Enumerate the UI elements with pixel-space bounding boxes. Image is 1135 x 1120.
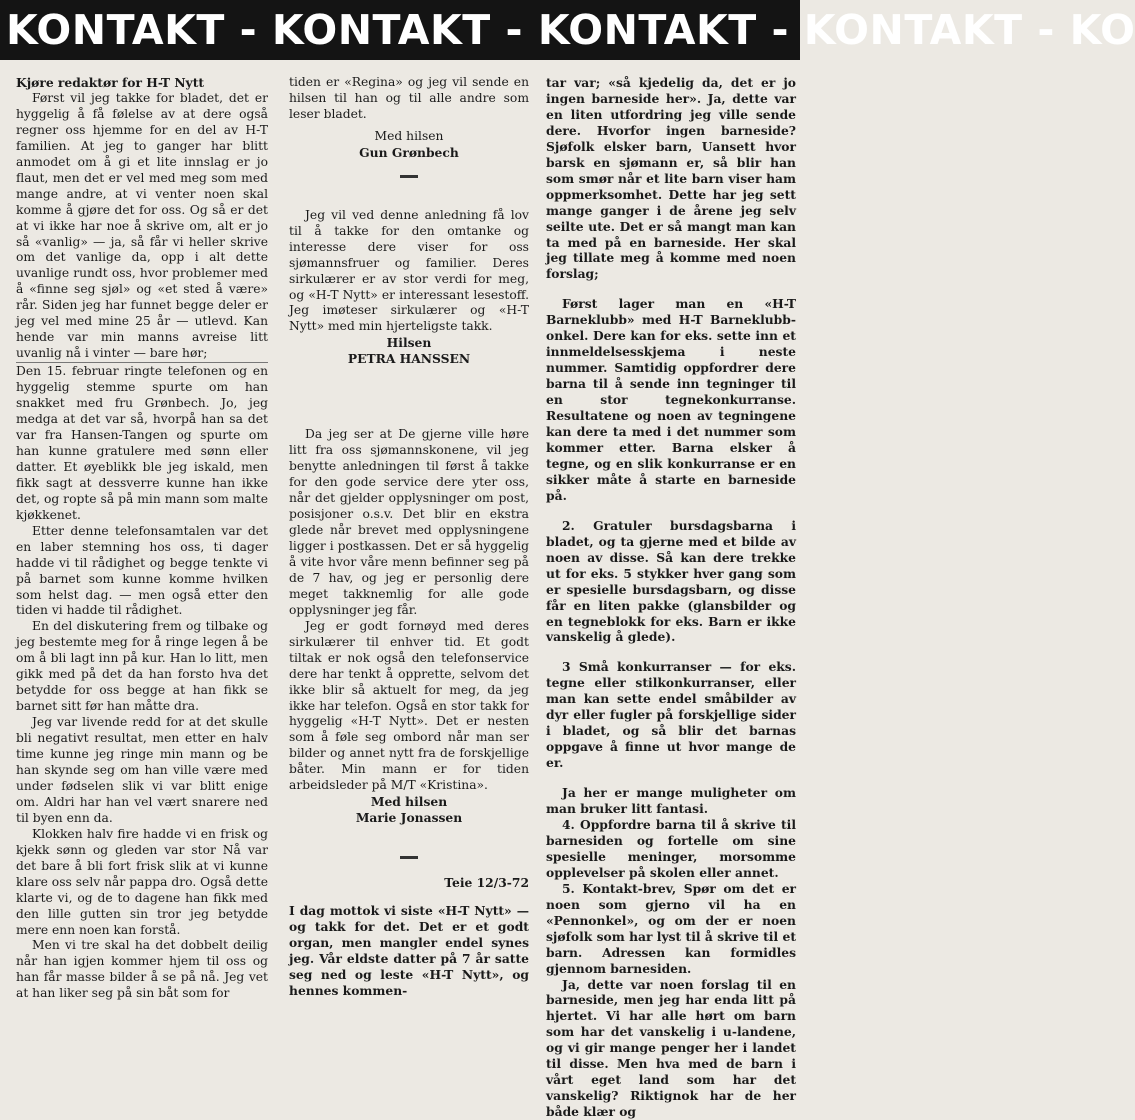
greeting: Hilsen (386, 335, 432, 351)
paragraph: En del diskutering frem og tilbake og jeg bestemte meg for å ringe legen å be om å bli lagt inn på kur. Han lo litt, men gikk med på det da han forsto hva det betydde for oss begge at han fikk se barnet sitt før han måtte dra. (16, 619, 268, 714)
paragraph: Først lager man en «H-T Barneklubb» med H-T Barneklubb-onkel. Dere kan for eks. sette inn et innmeldelsesskjema i neste nummer. Samtidig oppfordrer dere barna til å sende inn tegninger til en stor tegnekonkurranse. Resultatene og noen av tegningene kan dere ta med i det nummer som kommer etter. Barna elsker å tegne, og en slik konkurranse er en sikker måte å starte en barneside på. (546, 296, 796, 503)
paragraph: Ja her er mange muligheter om man bruker litt fantasi. (546, 785, 796, 817)
spacer (289, 891, 529, 903)
paragraph: Først vil jeg takke for bladet, det er hyggelig å få følelse av at dere også regner oss hjemme for en del av H-T familien. At jeg to ganger har blitt anmodet om å gi et lite innslag er jo flaut, men det er vel med meg som med mange andre, at vi venter noen skal komme å gjøre det for oss. Og så er det at vi ikke har noe å skrive om, alt er jo så «vanlig» — ja, så får vi heller skrive om det vanlige da, opp i alt dette uvanlige rundt oss, hvor problemer med å «finne seg sjøl» og «et sted å være» rår. Siden jeg har funnet begge deler er jeg vel med mine 25 år — utlevd. Kan hende var min manns avreise litt uvanlig nå i vinter — bare hør; (16, 90, 268, 361)
column-3 (546, 75, 796, 1120)
paragraph: tiden er «Regina» og jeg vil sende en hilsen til han og til alle andre som leser bladet. (289, 75, 529, 121)
section-divider (400, 175, 418, 178)
place-date: Teie 12/3-72 (444, 875, 529, 891)
paragraph: Klokken halv fire hadde vi en frisk og kjekk sønn og gleden var stor Nå var det bare å bli fort frisk slik at vi kunne klare oss selv når pappa dro. Også dette klarte vi, og de to dagene han fikk med den lille gutten sin tror jeg betydde mere enn noen kan forstå. (16, 826, 268, 937)
salutation: Kjøre redaktør for H-T Nytt (16, 75, 205, 90)
spacer (289, 367, 529, 397)
paragraph: 2. Gratuler bursdagsbarna i bladet, og ta gjerne med et bilde av noen av disse. Så kan dere trekke ut for eks. 5 stykker hver gang som er spesielle bursdagsbarn, og disse får en liten pakke (glansbilder og en tegneblokk for eks. Barn er ikke vanskelig å glede). (546, 517, 796, 645)
paragraph: 5. Kontakt-brev, Spør om det er noen som gjerno vil ha en «Pennonkel», og om der er noen sjøfolk som har lyst til å skrive til et barn. Adressen kan formidles gjennom barnesiden. (546, 880, 796, 976)
spacer (289, 397, 529, 427)
spacer (546, 504, 796, 518)
paragraph: Men vi tre skal ha det dobbelt deilig når han igjen kommer hjem til oss og han får masse bilder å se på nå. Jeg vet at han liker seg på sin båt som for (16, 938, 268, 1001)
paragraph: Den 15. februar ringte telefonen og en hyggelig stemme spurte om han snakket med fru Grønbech. Jo, jeg medga at det var så, hvorpå han sa det var fra Hansen-Tangen og spurte om han kunne gratulere med sønn eller datter. Et øyeblikk ble jeg iskald, men fikk sagt at dessverre kunne han ikke det, og ropte så på min mann som malte kjøkkenet. (16, 364, 268, 522)
spacer (546, 282, 796, 296)
section-divider (400, 856, 418, 859)
signature: PETRA HANSSEN (347, 351, 471, 367)
column-2 (289, 75, 529, 999)
paragraph: tar var; «så kjedelig da, det er jo ingen barneside her». Ja, dette var en liten utfordring jeg ville sende dere. Hvorfor ingen barneside? Sjøfolk elsker barn, Uansett hvor barsk en sjømann er, så blir han som smør når et lite barn viser ham oppmerksomhet. Dette har jeg sett mange ganger i de årene jeg selv seilte ute. Det er så mangt man kan ta med på en barneside. Her skal jeg tillate meg å komme med noen forslag; (546, 75, 796, 282)
paragraph: 3 Små konkurranser — for eks. tegne eller stilkonkurranser, eller man kan sette endel småbilder av dyr eller fugler på forskjellige sider i bladet, og så blir det barnas oppgave å finne ut hvor mange de er. (546, 659, 796, 771)
paragraph: I dag mottok vi siste «H-T Nytt» — og takk for det. Det er et godt organ, men mangler endel synes jeg. Vår eldste datter på 7 år satte seg ned og leste «H-T Nytt», og hennes kommen- (289, 903, 529, 998)
paragraph: Jeg var livende redd for at det skulle bli negativt resultat, men etter en halv time kunne jeg ringe min mann og be han skynde seg om han ville være med under fødselen slik vi var blitt enige om. Aldri har han vel vært snarere ned til byen enn da. (16, 715, 268, 825)
signature: Gun Grønbech (359, 144, 459, 160)
spacer (546, 645, 796, 659)
paragraph: Jeg vil ved denne anledning få lov til å takke for den omtanke og interesse dere viser for oss sjømannsfruer og familier. Deres sirkulærer er av stor verdi for meg, og «H-T Nytt» er interessant lesestoff. Jeg imøteser sirkulærer og «H-T Nytt» med min hjerteligste takk. (289, 207, 529, 334)
spacer (546, 771, 796, 785)
paragraph: Jeg er godt fornøyd med deres sirkulærer til enhver tid. Et godt tiltak er nok også den telefonservice dere har tenkt å opprette, selvom det ikke blir så aktuelt for meg, da jeg ikke har telefon. Også en stor takk for hyggelig «H-T Nytt». Det er nesten som å føle seg ombord når man ser bilder og annet nytt fra de forskjellige båter. Min mann er for tiden arbeidsleder på M/T «Kristina». (289, 618, 529, 793)
paragraph: Da jeg ser at De gjerne ville høre litt fra oss sjømannskonene, vil jeg benytte anledningen til først å takke for den gode service dere yter oss, når det gjelder opplysninger om post, posisjoner o.s.v. Det blir en ekstra glede når brevet med opplysningene ligger i postkassen. Det er så hyggelig å vite hvor våre menn befinner seg på de 7 hav, og jeg er personlig dere meget takknemlig for alle gode opplysninger jeg får. (289, 427, 529, 617)
banner-title: KONTAKT - KONTAKT - KONTAKT - KONTAKT - KO (6, 6, 1135, 54)
greeting: Med hilsen (370, 794, 448, 810)
spacer (289, 194, 529, 208)
paragraph: Ja, dette var noen forslag til en barneside, men jeg har enda litt på hjertet. Vi har alle hørt om barn som har det vanskelig i u-landene, og vi gir mange penger her i landet til disse. Men hva med de barn i vårt eget land som har det vanskelig? Riktignok har de her både klær og (546, 976, 796, 1120)
paragraph: 4. Oppfordre barna til å skrive til barnesiden og fortelle om sine spesielle meninger, morsomme opplevelser på skolen eller annet. (546, 816, 796, 880)
kontakt-banner (0, 0, 1135, 60)
signature: Marie Jonassen (355, 810, 463, 826)
greeting: Med hilsen (374, 128, 444, 143)
paragraph: Etter denne telefonsamtalen var det en laber stemning hos oss, ti dager hadde vi til rådighet og begge tenkte vi på barnet som kunne komme hvilken som helst dag. — men også etter den tiden vi hadde til rådighet. (16, 523, 268, 618)
column-1 (16, 75, 268, 1002)
